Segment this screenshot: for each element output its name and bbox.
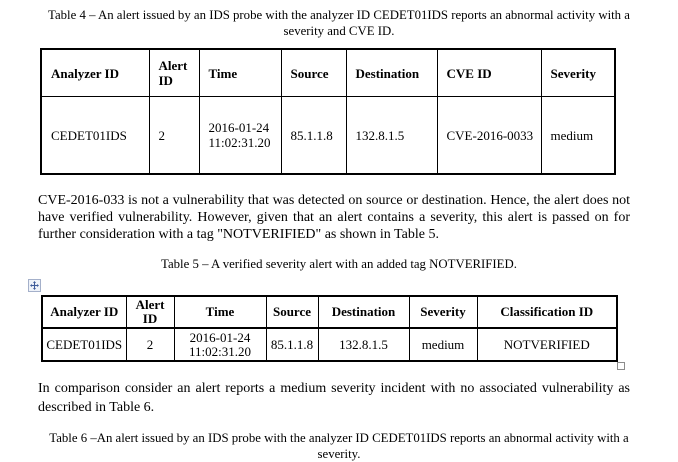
table5-header-row [42, 296, 617, 328]
table5-cell-alert-id: 2 [126, 328, 174, 361]
table4-cell-cve-id: CVE-2016-0033 [437, 97, 541, 175]
table4-cell-time: 2016-01-24 11:02:31.20 [199, 97, 281, 175]
table5-container [41, 295, 616, 362]
table5-cell-severity: medium [409, 328, 477, 361]
table-move-handle-icon[interactable] [28, 279, 41, 292]
table4-header-severity: Severity [541, 49, 615, 97]
table4-cell-destination: 132.8.1.5 [346, 97, 437, 175]
table-4 [40, 48, 616, 175]
table5-cell-analyzer-id: CEDET01IDS [42, 328, 126, 361]
table-resize-handle[interactable] [617, 362, 625, 370]
table5-cell-classification-id: NOTVERIFIED [477, 328, 617, 361]
table-5 [41, 295, 618, 362]
table4-caption: Table 4 – An alert issued by an IDS probe with the analyzer ID CEDET01IDS reports an abnormal activity with a severity and CVE ID. [48, 8, 630, 38]
table4-header-source: Source [281, 49, 346, 97]
table4-header-row [41, 49, 615, 97]
table5-header-source: Source [266, 296, 318, 328]
table5-header-alert-id: Alert ID [126, 296, 174, 328]
table4-data-row [41, 97, 615, 175]
table5-header-destination: Destination [318, 296, 409, 328]
table5-cell-source: 85.1.1.8 [266, 328, 318, 361]
table5-header-severity: Severity [409, 296, 477, 328]
table5-cell-time: 2016-01-24 11:02:31.20 [174, 328, 266, 361]
table4-cell-alert-id: 2 [149, 97, 199, 175]
paragraph-2: In comparison consider an alert reports a medium severity incident with no associated vulnerability as described in Table 6. [38, 381, 630, 415]
table4-header-cve-id: CVE ID [437, 49, 541, 97]
table4-header-destination: Destination [346, 49, 437, 97]
table5-caption: Table 5 – A verified severity alert with an added tag NOTVERIFIED. [161, 257, 517, 271]
table4-cell-analyzer-id: CEDET01IDS [41, 97, 149, 175]
table4-cell-source: 85.1.1.8 [281, 97, 346, 175]
table4-header-alert-id: Alert ID [149, 49, 199, 97]
table5-data-row [42, 328, 617, 361]
table4-header-analyzer-id: Analyzer ID [41, 49, 149, 97]
table5-header-analyzer-id: Analyzer ID [42, 296, 126, 328]
table6-caption: Table 6 –An alert issued by an IDS probe with the analyzer ID CEDET01IDS reports an abnormal activity with a severity. [49, 431, 629, 461]
table5-cell-destination: 132.8.1.5 [318, 328, 409, 361]
table4-cell-severity: medium [541, 97, 615, 175]
table4-header-time: Time [199, 49, 281, 97]
table5-header-time: Time [174, 296, 266, 328]
table5-header-classification-id: Classification ID [477, 296, 617, 328]
paragraph-1: CVE-2016-033 is not a vulnerability that was detected on source or destination. Hence, the alert does not have verified vulnerability. However, given that an alert contains a severity, this alert is passed on for further consideration with a tag "NOTVERIFIED" as shown in Table 5. [38, 193, 630, 242]
four-way-arrow-icon [30, 281, 39, 290]
